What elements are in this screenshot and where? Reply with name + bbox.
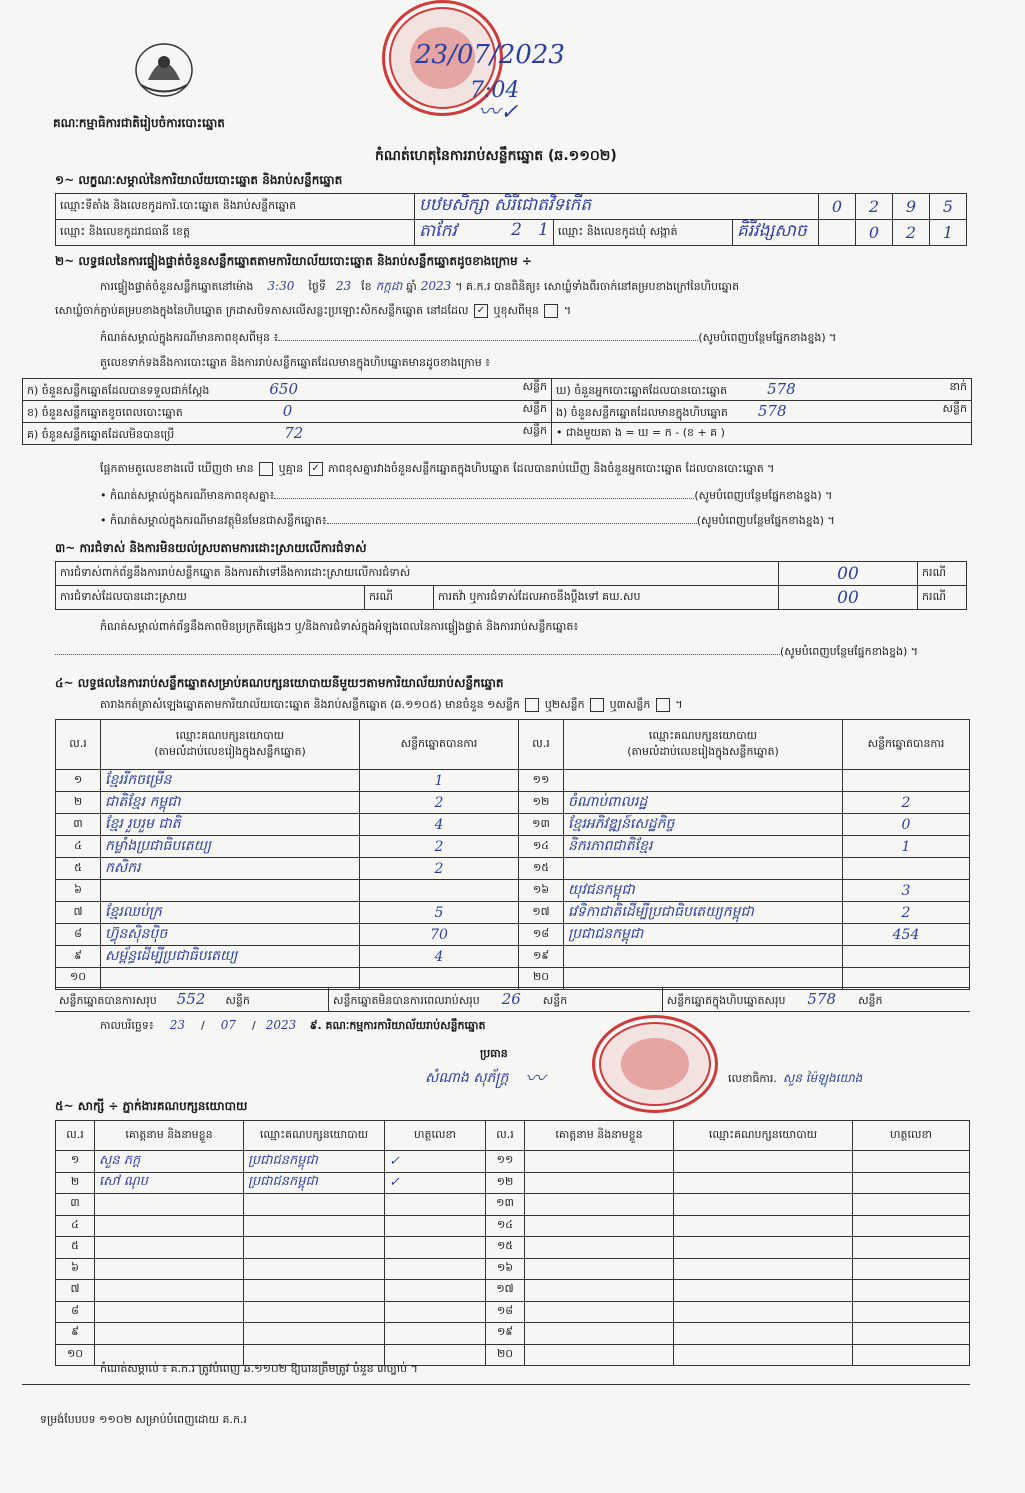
witness-party (674, 1301, 853, 1323)
table-row (56, 1258, 970, 1280)
row-number: ១៤ (519, 836, 564, 858)
witness-signature (385, 1194, 486, 1216)
invalid-total: 26 (501, 989, 521, 1008)
row-number: ៤ (56, 836, 101, 858)
station-code-3: 9 (893, 194, 930, 220)
form-id: ទម្រង់បែបបទ ១១០២ សម្រាប់បំពេញដោយ គ.ក.រ (40, 1413, 247, 1426)
witness-name (95, 1323, 244, 1345)
row-number: ១៣ (486, 1194, 525, 1216)
stamp-signature: 〰︎✓ (478, 100, 519, 125)
row-number: ៨ (56, 1301, 95, 1323)
party-votes: 2 (843, 902, 970, 924)
station-name: បឋមសិក្សា សិរីជោតវិទកើត (415, 194, 819, 220)
chair-title: ប្រធាន (480, 1047, 508, 1060)
witness-name (95, 1301, 244, 1323)
witness-signature: ✓ (385, 1172, 486, 1194)
table-row (56, 1280, 970, 1302)
stamp-time: 7:04 (470, 78, 520, 103)
table-row (56, 792, 970, 814)
table-row (56, 1323, 970, 1345)
witness-name (95, 1258, 244, 1280)
nec-emblem-icon (133, 40, 195, 100)
witness-signature (385, 1323, 486, 1345)
party-votes (360, 968, 519, 990)
no-difference-checkbox[interactable]: ✓ (309, 462, 323, 476)
table-row (56, 814, 970, 836)
party-votes (843, 858, 970, 880)
spoiled-ballots: 0 (282, 401, 293, 420)
witness-party (674, 1215, 853, 1237)
party-name: ចំណាប់ពាលរដ្ឋ (564, 792, 843, 814)
witness-party (674, 1344, 853, 1366)
table-row (56, 924, 970, 946)
party-votes: 4 (360, 814, 519, 836)
party-name: ខ្មែរឈប់ក្រ (101, 902, 360, 924)
row-number: ២ (56, 792, 101, 814)
row-number: ១១ (519, 770, 564, 792)
tally-sheet-line: តារាងកត់ត្រាសំឡេងឆ្នោតតាមការិយាល័យបោះឆ្នោត និងរាប់សន្លឹកឆ្នោត (ឆ.១១០៥) មានចំនួន ១សន្លឹក ឬ២សន្លឹក ឬ៣សន្លឹក ។ (100, 698, 683, 711)
witness-name (525, 1323, 674, 1345)
row-number: ២ (56, 1172, 95, 1194)
table-row (56, 1151, 970, 1173)
witness-name (525, 1215, 674, 1237)
row-number: ១៦ (519, 880, 564, 902)
party-name: និករភាពជាតិខ្មែរ (564, 836, 843, 858)
row-number: ១២ (519, 792, 564, 814)
witness-name (525, 1258, 674, 1280)
irregularity-note-line: (សូមបំពេញបន្ថែមផ្នែកខាងខ្នង) ។ (55, 645, 970, 661)
witness-name (525, 1237, 674, 1259)
witness-party (244, 1323, 385, 1345)
row-number: ២០ (486, 1344, 525, 1366)
witness-signature (853, 1172, 970, 1194)
row-number: ១៦ (486, 1258, 525, 1280)
signature-date-line: កាលបរិច្ឆេទ៖ 23 / 07 / 2023 ៩. គណៈកម្មការការិយាល័យរាប់សន្លឹកឆ្នោត (100, 1018, 486, 1032)
valid-total: 552 (176, 989, 206, 1008)
province-label: ឈ្មោះ និងលេខកូដរាជធានី ខេត្ត (56, 220, 415, 246)
party-name (101, 968, 360, 990)
party-name: វេទិកាជាតិដើម្បីប្រជាធិបតេយ្យកម្ពុជា (564, 902, 843, 924)
table-row (56, 1215, 970, 1237)
party-name: ខ្មែរអភិវឌ្ឍន៍សេដ្ឋកិច្ច (564, 814, 843, 836)
witness-signature (853, 1194, 970, 1216)
complaints-table: ការជំទាស់ពាក់ព័ន្ធនឹងការរាប់សន្លឹកឆ្នោត និងការតវ៉ាទៅនឹងការដោះស្រាយលើការជំទាស់ 00 ករណី ការជំទាស់ដែលបានដោះស្រាយ ករណី ការតវ៉ា ឬការជំទាស់ដែលអាចនឹងប្តឹងទៅ គឃ.សប 00 ករណី (55, 561, 967, 610)
table-row (56, 858, 970, 880)
witness-signature (385, 1215, 486, 1237)
vote-figures-table: ក) ចំនួនសន្លឹកឆ្នោតដែលបានទទួលជាក់ស្តែង 650 សន្លឹក ឃ) ចំនួនអ្នកបោះឆ្នោតដែលបានបោះឆ្នោត 578 នាក់ ខ) ចំនួនសន្លឹកឆ្នោតខូចពេលបោះឆ្នោត 0 សន្លឹក ង) ចំនួនសន្លឹកឆ្នោតដែលមានក្នុងហិបឆ្នោត 578 សន្លឹក គ) ចំនួនសន្លឹកឆ្នោតដែលមិនបានប្រើ 72 សន្លឹក • ជាងមួយគា ង = ឃ = ក - (ខ + គ ) (22, 378, 972, 445)
ballots-in-box: 578 (757, 401, 787, 420)
witness-party (674, 1151, 853, 1173)
witness-signature (385, 1258, 486, 1280)
party-votes: 2 (360, 836, 519, 858)
party-votes: 2 (360, 792, 519, 814)
row-number: ២០ (519, 968, 564, 990)
party-votes: 1 (843, 836, 970, 858)
party-votes (843, 968, 970, 990)
witness-signature (853, 1323, 970, 1345)
row-number: ៩ (56, 946, 101, 968)
station-label: ឈ្មោះទីតាំង និងលេខកូដការិ.បោះឆ្នោត និងរាប់សន្លឹកឆ្នោត (56, 194, 415, 220)
chair-signature: 〰︎ (525, 1066, 545, 1090)
unused-ballots: 72 (284, 423, 304, 442)
table-row (56, 880, 970, 902)
row-number: ១៨ (486, 1301, 525, 1323)
three-sheet-checkbox[interactable] (656, 698, 670, 712)
party-votes: 1 (360, 770, 519, 792)
row-number: ៥ (56, 858, 101, 880)
row-number: ១៣ (519, 814, 564, 836)
table-row (56, 1301, 970, 1323)
party-name: ជាតិខ្មែរ កម្ពុជា (101, 792, 360, 814)
verification-line-1: ការផ្ទៀងផ្ទាត់ចំនួនសន្លឹកឆ្នោតនៅម៉ោង 3:30 ថ្ងៃទី 23 ខែ កក្កដា ឆ្នាំ 2023 ។ គ.ក.រ បានពិនិត្យ៖ សោឃ្លំទាំងពីរចាក់នៅគម្របខាងក្រៅនៃហិបឆ្នោត (100, 279, 740, 293)
one-sheet-checkbox[interactable] (525, 698, 539, 712)
row-number: ១១ (486, 1151, 525, 1173)
same-checkbox[interactable]: ✓ (474, 304, 488, 318)
witness-party: ប្រជាជនកម្ពុជា (244, 1172, 385, 1194)
commune-label: ឈ្មោះ និងលេខកូដឃុំ សង្កាត់ (554, 220, 733, 246)
party-name: យុវជនកម្ពុជា (564, 880, 843, 902)
party-name (564, 858, 843, 880)
witness-party (244, 1280, 385, 1302)
witness-party (674, 1237, 853, 1259)
party-name: កម្លាំងប្រជាធិបតេយ្យ (101, 836, 360, 858)
witness-party (674, 1258, 853, 1280)
voters-count: 578 (767, 379, 796, 398)
party-name: ខ្មែររីកចម្រើន (101, 770, 360, 792)
form-title: កំណត់ហេតុនៃការរាប់សន្លឹកឆ្នោត (ឆ.១១០២) (375, 148, 617, 164)
party-votes (843, 946, 970, 968)
totals-table: សន្លឹកឆ្នោតបានការសរុប 552 សន្លឹក សន្លឹកឆ្នោតមិនបានការពេលរាប់សរុប 26 សន្លឹក សន្លឹកឆ្នោតក្នុងហិបឆ្នោតសរុប 578 សន្លឹក (55, 987, 970, 1012)
witness-name (525, 1344, 674, 1366)
party-votes: 454 (843, 924, 970, 946)
party-name: ប្រជាជនកម្ពុជា (564, 924, 843, 946)
witness-name (95, 1194, 244, 1216)
party-votes: 3 (843, 880, 970, 902)
difference-note-line: កំណត់សម្គាល់ក្នុងករណីមានភាពខុសពីមុន ៖ (សូមបំពេញបន្ថែមផ្នែកខាងខ្នង) ។ (100, 331, 837, 344)
chair-name: សំណាង សុភ័ក្ត្រ (425, 1070, 509, 1086)
table-row (56, 968, 970, 990)
resolved-count: 00 (779, 586, 918, 610)
difference-line: ផ្អែកតាមតួលេខខាងលើ ឃើញថា មាន ឬគ្មាន ✓ ភាពខុសគ្នារវាងចំនួនសន្លឹកឆ្នោតក្នុងហិបឆ្នោត ដែលបានរាប់ឃើញ និងចំនួនអ្នកបោះឆ្នោត ដែលបានបោះឆ្នោត ។ (100, 462, 775, 475)
table-row (56, 770, 970, 792)
section-3-heading: ៣~ ការជំទាស់ និងការមិនយល់ស្របតាមការដោះស្រាយលើការជំទាស់ (55, 541, 367, 555)
row-number: ៤ (56, 1215, 95, 1237)
station-code-1: 0 (819, 194, 856, 220)
row-number: ១៥ (486, 1237, 525, 1259)
formula: • ជាងមួយគា ង = ឃ = ក - (ខ + គ ) (552, 423, 972, 445)
row-number: ១៧ (519, 902, 564, 924)
table-row (56, 1194, 970, 1216)
witness-party (244, 1194, 385, 1216)
box-total: 578 (807, 989, 837, 1008)
row-number: ១ (56, 770, 101, 792)
row-number: ៧ (56, 902, 101, 924)
row-number: ៦ (56, 1258, 95, 1280)
witness-party (244, 1258, 385, 1280)
row-number: ៣ (56, 814, 101, 836)
row-number: ១០ (56, 968, 101, 990)
two-sheet-checkbox[interactable] (590, 698, 604, 712)
section-2-heading: ២~ លទ្ធផលនៃការផ្ទៀងផ្ទាត់ចំនួនសន្លឹកឆ្នោតតាមការិយាល័យបោះឆ្នោត និងរាប់សន្លឹកឆ្នោតដូចខាងក្រោម ÷ (55, 254, 532, 268)
section-5-heading: ៥~ សាក្សី ÷ ភ្នាក់ងារគណបក្សនយោបាយ (55, 1099, 248, 1113)
received-ballots: 650 (269, 379, 298, 398)
witness-signature (853, 1344, 970, 1366)
station-code-4: 5 (930, 194, 967, 220)
has-difference-checkbox[interactable] (259, 462, 273, 476)
party-votes: 0 (843, 814, 970, 836)
commune-name: គិរីវង្សសាច (733, 220, 819, 246)
party-name: ខ្មែរ រួបរួម ជាតិ (101, 814, 360, 836)
party-votes: 4 (360, 946, 519, 968)
witness-signature (853, 1151, 970, 1173)
witness-signature (853, 1215, 970, 1237)
row-number: ៩ (56, 1323, 95, 1345)
witness-name (525, 1301, 674, 1323)
witness-name (525, 1172, 674, 1194)
station-id-table (55, 193, 967, 246)
party-votes: 70 (360, 924, 519, 946)
party-name (564, 770, 843, 792)
section-1-heading: ១~ លក្ខណៈសម្គាល់នៃការិយាល័យបោះឆ្នោត និងរាប់សន្លឹកឆ្នោត (55, 173, 343, 187)
row-number: ១ (56, 1151, 95, 1173)
witness-name (95, 1280, 244, 1302)
row-number: ៥ (56, 1237, 95, 1259)
row-number: ៨ (56, 924, 101, 946)
verification-line-2: សោឃ្លំចាក់ភ្ជាប់គម្របខាងក្នុងនៃហិបឆ្នោត ក្រដាសបិទភាសលើសន្លះប្រឡោះសិកសន្លឹកឆ្នោត នៅដដែល ✓ ឬខុសពីមុន ។ (55, 304, 572, 317)
witness-signature (853, 1237, 970, 1259)
commune-code-1: 0 (856, 220, 893, 246)
witness-party: ប្រជាជនកម្ពុជា (244, 1151, 385, 1173)
table-row (56, 836, 970, 858)
party-name: ហ៊្វុនស៊ិនប៉ិច (101, 924, 360, 946)
witness-party (244, 1215, 385, 1237)
stamp-date: 23/07/2023 (415, 40, 565, 70)
station-code-2: 2 (856, 194, 893, 220)
table-row (56, 946, 970, 968)
witness-name: សៅ ណុប (95, 1172, 244, 1194)
section-4-heading: ៤~ លទ្ធផលនៃការរាប់សន្លឹកឆ្នោតសម្រាប់គណបក្សនយោបាយនីមួយៗតាមការិយាល័យរាប់សន្លឹកឆ្នោត (55, 676, 504, 690)
witness-party (674, 1194, 853, 1216)
witness-signature (853, 1280, 970, 1302)
party-name: កសិករ (101, 858, 360, 880)
party-name (101, 880, 360, 902)
figures-intro: តួលេខទាក់ទងនឹងការបោះឆ្នោត និងការរាប់សន្លឹកឆ្នោតដែលមានក្នុងហិបឆ្នោតមានដូចខាងក្រោម ៖ (100, 356, 491, 369)
table-row (56, 1237, 970, 1259)
party-results-table: ល.រ ឈ្មោះគណបក្សនយោបាយ (តាមលំដាប់លេខរៀងក្នុងសន្លឹកឆ្នោត) សន្លឹកឆ្នោតបានការ ល.រ ឈ្មោះគណបក្សនយោបាយ (តាមលំដាប់លេខរៀងក្នុងសន្លឹកឆ្នោត) សន្លឹកឆ្នោតបានការ ១ ខ្មែររីកចម្រើន 1 ១១ ២ ជាតិខ្មែរ កម្ពុជា 2 ១២ ចំណាប់ពាលរដ្ឋ 2 ៣ ខ្មែរ រួបរួម ជាតិ 4 ១៣ ខ្មែរអភិវឌ្ឍន៍សេដ្ឋកិច្ច 0 ៤ កម្លាំងប្រជាធិបតេយ្យ 2 ១៤ និករភាពជាតិខ្មែរ 1 ៥ កសិករ 2 ១៥ ៦ ១៦ យុវជនកម្ពុជា 3 ៧ ខ្មែរឈប់ក្រ 5 ១៧ វេទិកាជាតិដើម្បីប្រជាធិបតេយ្យកម្ពុជា 2 ៨ ហ៊្វុនស៊ិនប៉ិច 70 ១៨ ប្រជាជនកម្ពុជា 454 ៩ សម្ព័ន្ធដើម្បីប្រជាធិបតេយ្យ 4 ១៩ ១០ ២០ (55, 719, 970, 990)
witness-name (525, 1280, 674, 1302)
witness-name (525, 1151, 674, 1173)
commune-code-2: 2 (893, 220, 930, 246)
row-number: ១៨ (519, 924, 564, 946)
witness-signature (853, 1258, 970, 1280)
party-votes (360, 880, 519, 902)
table-row (56, 1172, 970, 1194)
commune-code-3: 1 (930, 220, 967, 246)
party-votes: 2 (843, 792, 970, 814)
row-number: ១២ (486, 1172, 525, 1194)
row-number: ១៧ (486, 1280, 525, 1302)
party-name: សម្ព័ន្ធដើម្បីប្រជាធិបតេយ្យ (101, 946, 360, 968)
row-number: ១៤ (486, 1215, 525, 1237)
row-number: ៣ (56, 1194, 95, 1216)
witness-table: ល.រ គោត្តនាម និងនាមខ្លួន ឈ្មោះគណបក្សនយោបាយ ហត្ថលេខា ល.រ គោត្តនាម និងនាមខ្លួន ឈ្មោះគណបក្សនយោបាយ ហត្ថលេខា ១ សួន ភក្ត ប្រជាជនកម្ពុជា ✓ ១១ ២ សៅ ណុប ប្រជាជនកម្ពុជា ✓ ១២ ៣ ១៣ ៤ ១៤ ៥ ១៥ ៦ ១៦ ៧ ១៧ ៨ ១៨ ៩ ១៩ ១០ ២០ (55, 1120, 970, 1366)
party-votes: 2 (360, 858, 519, 880)
party-votes (843, 770, 970, 792)
province-code: 2 1 (511, 220, 549, 240)
secretary-line: លេខាធិការ. សួន ម៉ៃឡុងយោង (728, 1071, 863, 1085)
witness-party (674, 1280, 853, 1302)
table-row (56, 902, 970, 924)
row-number: ១០ (56, 1344, 95, 1366)
witness-name (525, 1194, 674, 1216)
party-votes: 5 (360, 902, 519, 924)
official-stamp-bottom (592, 1015, 718, 1113)
party-name (564, 946, 843, 968)
irregularity-note: កំណត់សម្គាល់ពាក់ព័ន្ធនឹងភាពមិនប្រក្រតីផ្សេងៗ ឬ/និងការជំទាស់ក្នុងអំឡុងពេលនៃការផ្ទៀងផ្ទាត់ និងការរាប់សន្លឹកឆ្នោត៖ (100, 620, 579, 633)
witness-signature (853, 1301, 970, 1323)
row-number: ១៥ (519, 858, 564, 880)
witness-party (244, 1301, 385, 1323)
complaints-count: 00 (779, 562, 918, 586)
footnote: កំណត់សម្គាល់ ៖ គ.ក.រ ត្រូវបំពេញ ឆ.១១០២ ឱ្យបានត្រឹមត្រូវ ចំនួន ៣ច្បាប់ ។ (100, 1362, 418, 1375)
witness-party (674, 1172, 853, 1194)
witness-party (244, 1237, 385, 1259)
row-number: ១៩ (519, 946, 564, 968)
org-name: គណៈកម្មាធិការជាតិរៀបចំការបោះឆ្នោត (53, 116, 225, 130)
row-number: ១៩ (486, 1323, 525, 1345)
nonballot-note: • កំណត់សម្គាល់ក្នុងករណីមានវត្ថុមិនមែនជាសន្លឹកឆ្នោត៖ (សូមបំពេញបន្ថែមផ្នែកខាងខ្នង) ។ (100, 514, 835, 527)
witness-name (95, 1237, 244, 1259)
witness-signature (385, 1280, 486, 1302)
different-checkbox[interactable] (544, 304, 558, 318)
witness-name (95, 1215, 244, 1237)
witness-signature: ✓ (385, 1151, 486, 1173)
witness-name: សួន ភក្ត (95, 1151, 244, 1173)
witness-signature (385, 1237, 486, 1259)
difference-note: • កំណត់សម្គាល់ក្នុងករណីមានភាពខុសគ្នា៖ (សូមបំពេញបន្ថែមផ្នែកខាងខ្នង) ។ (100, 489, 833, 502)
witness-signature (385, 1301, 486, 1323)
witness-party (674, 1323, 853, 1345)
party-name (564, 968, 843, 990)
row-number: ៦ (56, 880, 101, 902)
province-name: តាកែវ 2 1 (415, 220, 554, 246)
row-number: ៧ (56, 1280, 95, 1302)
